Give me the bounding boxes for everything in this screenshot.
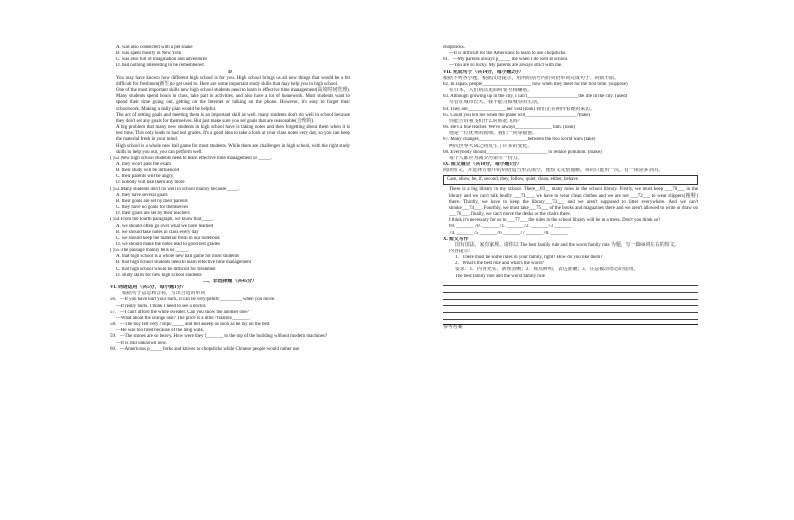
- option-line: D. had nothing interesting to be remembered: [116, 63, 204, 69]
- exercise-line: 57．—I can't afford the white sweater. Can you show me another one?: [110, 309, 249, 315]
- section-note: 根据下列各小题，根据汉语提示，用所给括号内的英语单词完成句子，词数不限。: [443, 75, 620, 81]
- writing-line[interactable]: [443, 314, 698, 320]
- option-line: C. was also full of imagination and adventures: [116, 57, 207, 63]
- section-title: IX. 短文填空（共10分，每小题1分）: [443, 161, 522, 167]
- exercise-line: 60．—Americans p_____ forks and knives to chopsticks while Chinese people would rather use: [110, 346, 300, 352]
- passage-letter: D: [228, 69, 232, 75]
- exercise-line: 64. They are________________her vast (look) 我们正在期待着她的来访。: [443, 106, 596, 112]
- translation-line: 每个人都应为减少污染尽一份力。: [449, 155, 523, 161]
- exercise-line: 61．—My parents always p_____ me when I do well at school.: [443, 57, 569, 63]
- exercise-line: —He was too tired because of the long walk.: [116, 328, 205, 334]
- section-note: 国有国法，家有家规。请你以 The best family rule and the worst family rule 为题，写一篇80词左右的短文。: [455, 242, 680, 248]
- question-option: C. their parents will be angry: [116, 174, 174, 180]
- exercise-line: 59．—The stones are so heavy. How were they l_______ to the top of the building without modern machines?: [110, 334, 327, 340]
- exercise-line: 58．—The boy felt very /'slipi/_____ and fell asleep as soon as he lay on the bed.: [110, 322, 271, 328]
- question-option: C. they have no goals for themselves: [116, 205, 189, 211]
- answer-key-label: 参考答案: [443, 325, 463, 331]
- requirements: 要求：1．内容充实，条理清晰；2．观点鲜明，表达准确；3．注意被动语态的运用。: [455, 267, 639, 273]
- question-option: B. we should take notes in class every day: [116, 229, 199, 235]
- cloze-answer-line: 69. _______ 70. _______71. _______72. _______73 _______: [449, 224, 572, 230]
- cloze-answer-line: 74. _______75 _______76 _______77 _______78. _______: [449, 230, 568, 236]
- exercise-line: —You are so lucky. My parents are always strict with me.: [449, 63, 563, 69]
- section-title: VII. 完成句子（共14分，每小题2分）: [443, 69, 524, 75]
- exercise-line: 66. He's a fine teacher. We've always_______________ him. (look): [443, 125, 576, 131]
- content-point: 2．What's the best rule and what's the worst?: [455, 261, 545, 267]
- question-option: D. we should make the notes lead to good test grades: [116, 242, 220, 247]
- question-option: B. that high school students need to learn effective time management: [116, 260, 252, 266]
- question-option: C. that high school would be difficult for freshmen: [116, 266, 216, 272]
- exercise-line: 62. In Japan, people____________________ bow when they meet for the first time. (suppose): [443, 81, 628, 87]
- question-option: D. nobody will like them any more: [116, 180, 185, 186]
- writing-line[interactable]: [443, 293, 698, 299]
- section-title: X. 短文写作: [443, 236, 469, 242]
- translation-line: 尽管在城市长大，我不能习惯城里的生活。: [449, 100, 542, 106]
- translation-line: 他是一位优秀的教师。我们一向尊敬他。: [449, 131, 538, 137]
- question-option: A. they won't pass the exam: [116, 161, 171, 167]
- exercise-line: 67. Many changes____________________between the two world wars (take): [443, 137, 596, 143]
- writing-line[interactable]: [443, 287, 698, 293]
- content-point: 1．There must be some rules in your family, right? How do you like them?: [455, 255, 603, 261]
- exercise-line: 68. Everybody should_________________________ to reduce pollution. (make): [443, 149, 602, 155]
- word-box: Care, allow, be, if, second, they, follow, quiet, clean, either, behave: [443, 175, 698, 185]
- exercise-line: chopsticks.: [443, 45, 465, 50]
- exercise-line: 63. Although growing up in the city, I can't_____________________the life in the city. (used): [443, 94, 628, 100]
- section-note: 阅读短文，并选择方框中的词语适当形式填空，使短文完整通顺。每词只能用一次，有一项是多余的。: [443, 168, 664, 174]
- question-option: D. study skills for new high school students: [116, 272, 202, 278]
- option-line: B. was spent mostly in New York: [116, 51, 182, 57]
- section-title: VI. 词语运用（共5分，每小题1分）: [110, 285, 187, 291]
- writing-line[interactable]: [443, 300, 698, 306]
- question-stem: ( )53.Many students don't do well in school mainly because_____.: [110, 186, 240, 192]
- question-option: B. their goals are set by their parents: [116, 198, 188, 204]
- writing-lines: [443, 280, 698, 326]
- passage-paragraph: You may have known how different high school is for you. High school brings us all new things that would be a bit difficult for freshmen(新生)to get used to. Here are some important study skills that may help you in high school.: [116, 75, 350, 87]
- question-option: D. their goals are set by their teachers: [116, 211, 190, 217]
- translation-line: 两次世界大战之间发生了许多的变化。: [449, 143, 533, 149]
- question-option: C. we should keep the material fresh in our notebook: [116, 235, 220, 241]
- question-option: A. we should often go over what we have learned: [116, 223, 213, 229]
- question-stem: ( )52.New high school students need to learn effective time management or _____.: [110, 155, 272, 161]
- translation-line: 在日本，人们初次见面时要互相鞠躬。: [449, 88, 533, 94]
- content-label: 内容提示：: [449, 249, 474, 254]
- left-column: [110, 45, 350, 353]
- exercise-line: 65. Could you tell me when the plane will_____________________?(take): [443, 112, 591, 118]
- right-column: [443, 45, 698, 332]
- passage-paragraph: High school is a whole new ball game for most students. While there are challenges in high school, with the right study skills to help you out, you can perform well.: [116, 143, 350, 155]
- exercise-line: —What about the orange one? The price is a little /'frastrei/_______.: [116, 315, 251, 321]
- translation-line: 你能告诉我飞机什么时候起飞吗？: [449, 118, 523, 124]
- essay-title: The best family rule and the worst family rule: [455, 273, 545, 279]
- writing-line[interactable]: [443, 280, 698, 286]
- passage-paragraph: The act of setting goals and meeting them is an important skill as well. many students don't do well in school because they don't set any goals for themselves. But just make sure you set goals that are reasonable(合理的).: [116, 112, 350, 124]
- exercise-line: —It is difficult for the Americans to learn to use chopsticks.: [449, 51, 567, 57]
- writing-line[interactable]: [443, 307, 698, 313]
- exercise-line: 56．—If you have hurt your back, it can be very/pemfl/_________ when you move.: [110, 297, 276, 303]
- question-option: A. they have several goals: [116, 192, 168, 198]
- section-note: 根据句子意思和音标，写出合适的单词: [122, 291, 206, 297]
- option-line: A. was also connected with a pet snake: [116, 45, 193, 50]
- passage-paragraph: A big problem that many new students in high school have is taking notes and then forgetting about them when it is test time. This only leads to bad test grades. It's a good idea to take a look at your class notes very day, so you can keep the material fresh in your mind.: [116, 125, 350, 143]
- cloze-paragraph: I think it's necessary for us to ___77___ the rules in the school library will be in a mess. Don't you think so?: [449, 218, 661, 224]
- cloze-paragraph: There is a big library in my school. There__69__ many rules in the school library. Firstly, we must keep ___70___ in the library and we can't talk loudly ___71___, we have to wear clean clothes and we are not ___72___ to wear slippers(拖鞋) there. Thirdly, we have to keep the library___73___ and we aren't supposed to litter everywhere. And we can't smoke___74___. Fourthly, we must take___75___ of the books and magazines there and we aren't allowed to write or draw on ___76___. finally, we can't move the desks or the chairs there.: [449, 187, 698, 218]
- exercise-line: —It really hurts. I think I need to see a doctor.: [116, 303, 207, 309]
- passage-paragraph: One of the most important skills new high school students need to learn is effective time management(高效时间管理). Many students spend hours in class, take part in activities, and also have a lot of homework. Most students want to spend their time going out, getting on the Internet or talking on the phone. However, it's easy to forget their schoolwork. Making a daily plan would be helpful.: [116, 88, 350, 112]
- section-heading: 二、非选择题（共45分）: [203, 278, 257, 284]
- question-stem: ( )55.The passage mainly tells us _____.: [110, 248, 190, 254]
- exercise-line: —It is still unknown now.: [116, 340, 167, 346]
- question-option: B. their study will be influenced: [116, 168, 180, 174]
- question-option: A. that high school is a whole new ball game for most students: [116, 254, 239, 260]
- question-stem: ( )54.From the fourth paragraph, we know that_____.: [110, 217, 215, 223]
